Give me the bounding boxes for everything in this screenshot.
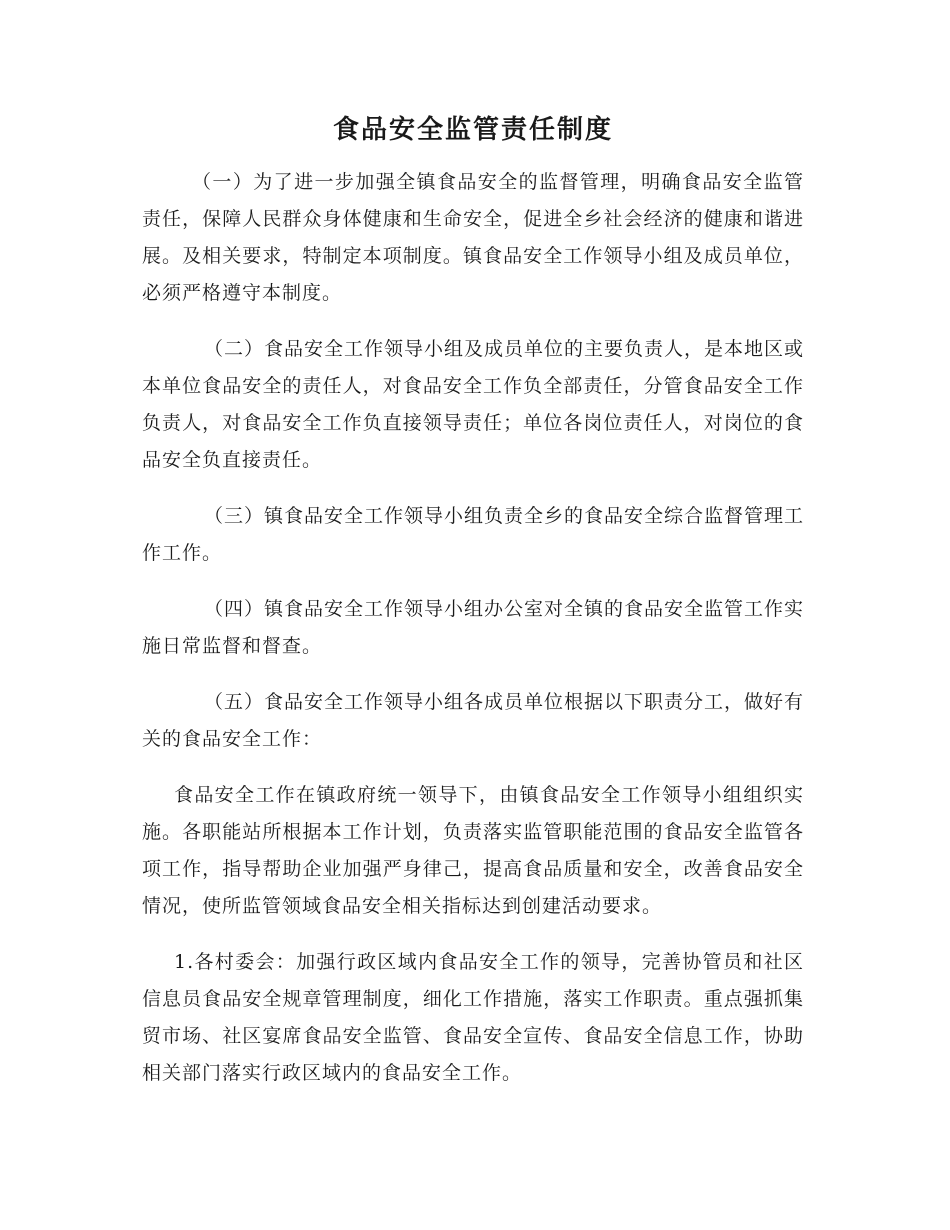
paragraph-3: （三）镇食品安全工作领导小组负责全乡的食品安全综合监督管理工作工作。 [142,505,805,564]
paragraph-5: （五）食品安全工作领导小组各成员单位根据以下职责分工，做好有关的食品安全工作： [142,691,805,750]
document-page [142,110,804,1111]
paragraph-6: 食品安全工作在镇政府统一领导下，由镇食品安全工作领导小组组织实施。各职能站所根据本工作计划，负责落实监管职能范围的食品安全监管各项工作，指导帮助企业加强严身律己，提高食品质量和安全，改善食品安全情况，使所监管领域食品安全相关指标达到创建活动要求。 [142,784,804,917]
document-title: 食品安全监管责任制度 [332,115,613,145]
paragraph-2: （二）食品安全工作领导小组及成员单位的主要负责人，是本地区或本单位食品安全的责任人，对食品安全工作负全部责任，分管食品安全工作负责人，对食品安全工作负直接领导责任；单位各岗位责任人，对岗位的食品安全负直接责任。 [142,338,805,471]
paragraph-7: 1.各村委会：加强行政区域内食品安全工作的领导，完善协管员和社区信息员食品安全规章管理制度，细化工作措施，落实工作职责。重点强抓集贸市场、社区宴席食品安全监管、食品安全宣传、食品安全信息工作，协助相关部门落实行政区域内的食品安全工作。 [142,951,804,1084]
paragraph-1: （一）为了进一步加强全镇食品安全的监督管理，明确食品安全监管责任，保障人民群众身体健康和生命安全，促进全乡社会经济的健康和谐进展。及相关要求，特制定本项制度。镇食品安全工作领导小组及成员单位，必须严格遵守本制度。 [142,171,804,304]
paragraph-4: （四）镇食品安全工作领导小组办公室对全镇的食品安全监管工作实施日常监督和督查。 [142,598,805,657]
